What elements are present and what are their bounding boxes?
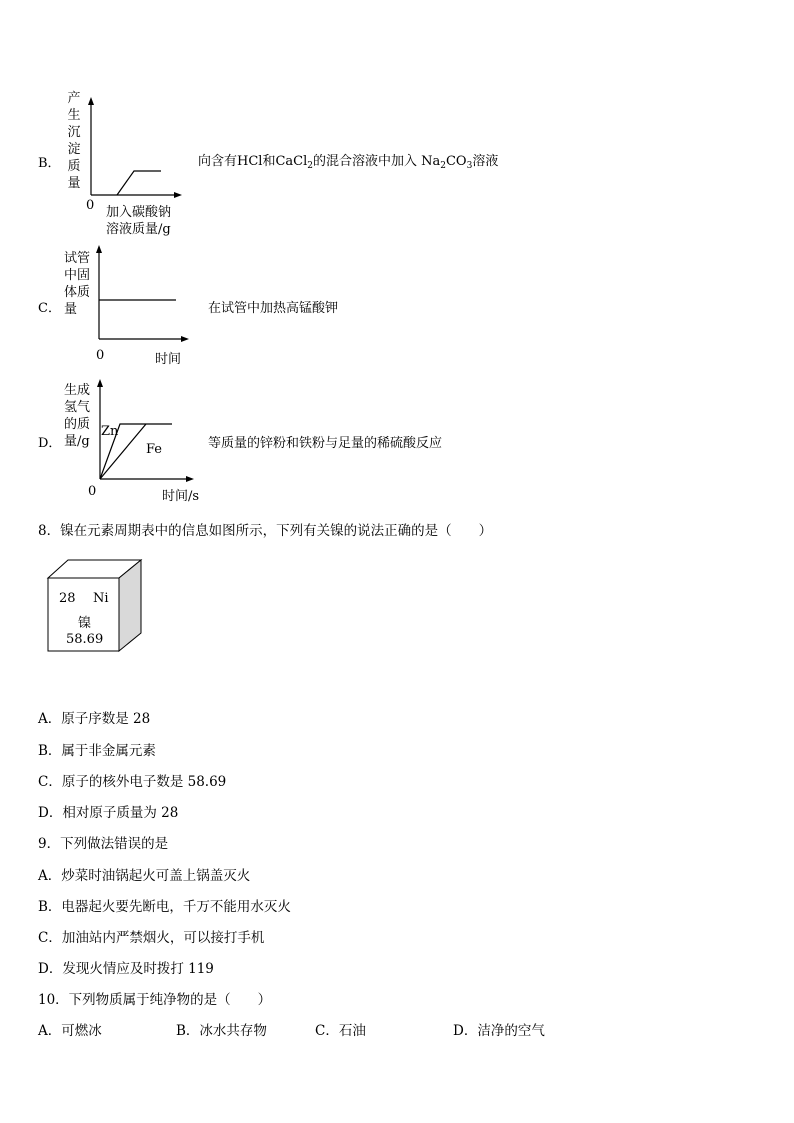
q8-option-d: D．相对原子质量为 28: [38, 805, 179, 821]
graph-c-y-label-line-3: 体质: [64, 285, 91, 300]
q8-option-b: B．属于非金属元素: [38, 743, 156, 759]
graph-c-y-label-line-1: 试管: [64, 251, 91, 266]
element-symbol: Ni: [93, 591, 109, 606]
graph-d-y-label-line-2: 氢气: [64, 400, 91, 415]
graph-d-y-label-line-1: 生成: [64, 383, 91, 398]
graph-b-y-arrow: [88, 97, 94, 105]
element-atomic-number: 28: [59, 591, 76, 606]
graph-c-plot: [93, 243, 193, 343]
q9-option-c: C．加油站内严禁烟火，可以接打手机: [38, 930, 265, 946]
q9-option-d: D．发现火情应及时拨打 119: [38, 961, 214, 977]
element-atomic-mass: 58.69: [66, 632, 104, 647]
graph-b-curve: [117, 171, 161, 195]
q10-option-a: A．可燃冰: [38, 1023, 102, 1039]
graph-d-y-arrow: [97, 379, 103, 387]
element-name: 镍: [78, 616, 92, 631]
graph-c-y-label-line-2: 中固: [64, 268, 91, 283]
graph-b-x-axis-label-2: 溶液质量/g: [106, 222, 171, 237]
graph-c-y-arrow: [96, 245, 102, 253]
q10-option-b: B．冰水共存物: [176, 1023, 267, 1039]
graph-b-description: 向含有HCl和CaCl$_2$的混合溶液中加入 $Na_2CO_3$溶液: [198, 154, 499, 171]
graph-d-series-zn-label: Zn: [101, 424, 119, 439]
option-b-label: B．: [38, 156, 61, 171]
graph-c-y-axis-label: [64, 250, 96, 318]
graph-d-description: 等质量的锌粉和铁粉与足量的稀硫酸反应: [208, 436, 443, 451]
question-10-stem: 10．下列物质属于纯净物的是（ ）: [38, 992, 272, 1008]
graph-b-x-arrow: [174, 192, 182, 198]
q8-option-a: A．原子序数是 28: [38, 711, 151, 727]
graph-b-x-axis-label-1: 加入碳酸钠: [106, 205, 172, 220]
graph-d-x-arrow: [186, 476, 194, 482]
graph-d-series-fe-label: Fe: [146, 442, 163, 457]
graph-d-y-label-line-3: 的质: [64, 417, 91, 432]
graph-d-x-axis-label: 时间/s: [162, 489, 200, 504]
graph-c-origin: 0: [96, 348, 105, 363]
graph-b-plot: [85, 95, 185, 205]
q9-option-a: A．炒菜时油锅起火可盖上锅盖灭火: [38, 868, 251, 884]
q10-option-d: D．洁净的空气: [453, 1023, 545, 1039]
option-c-label: C．: [38, 301, 61, 316]
graph-b-origin: 0: [86, 198, 95, 213]
graph-d-y-axis-label: [64, 382, 98, 450]
question-8-stem: 8．镍在元素周期表中的信息如图所示，下列有关镍的说法正确的是（ ）: [38, 523, 493, 539]
option-d-label: D．: [38, 436, 62, 451]
graph-c-x-arrow: [181, 336, 189, 342]
graph-d-origin: 0: [88, 484, 97, 499]
graph-b-y-axis-label: 产生沉淀质量: [67, 91, 81, 191]
graph-c-description: 在试管中加热高锰酸钾: [208, 301, 339, 316]
q9-option-b: B．电器起火要先断电，千万不能用水灭火: [38, 899, 291, 915]
q8-option-c: C．原子的核外电子数是 58.69: [38, 774, 227, 790]
graph-c-x-axis-label: 时间: [155, 352, 182, 367]
q10-option-c: C．石油: [315, 1023, 366, 1039]
question-9-stem: 9．下列做法错误的是: [38, 836, 169, 852]
graph-d-y-label-line-4: 量/g: [64, 434, 90, 449]
graph-c-y-label-line-4: 量: [64, 302, 78, 317]
